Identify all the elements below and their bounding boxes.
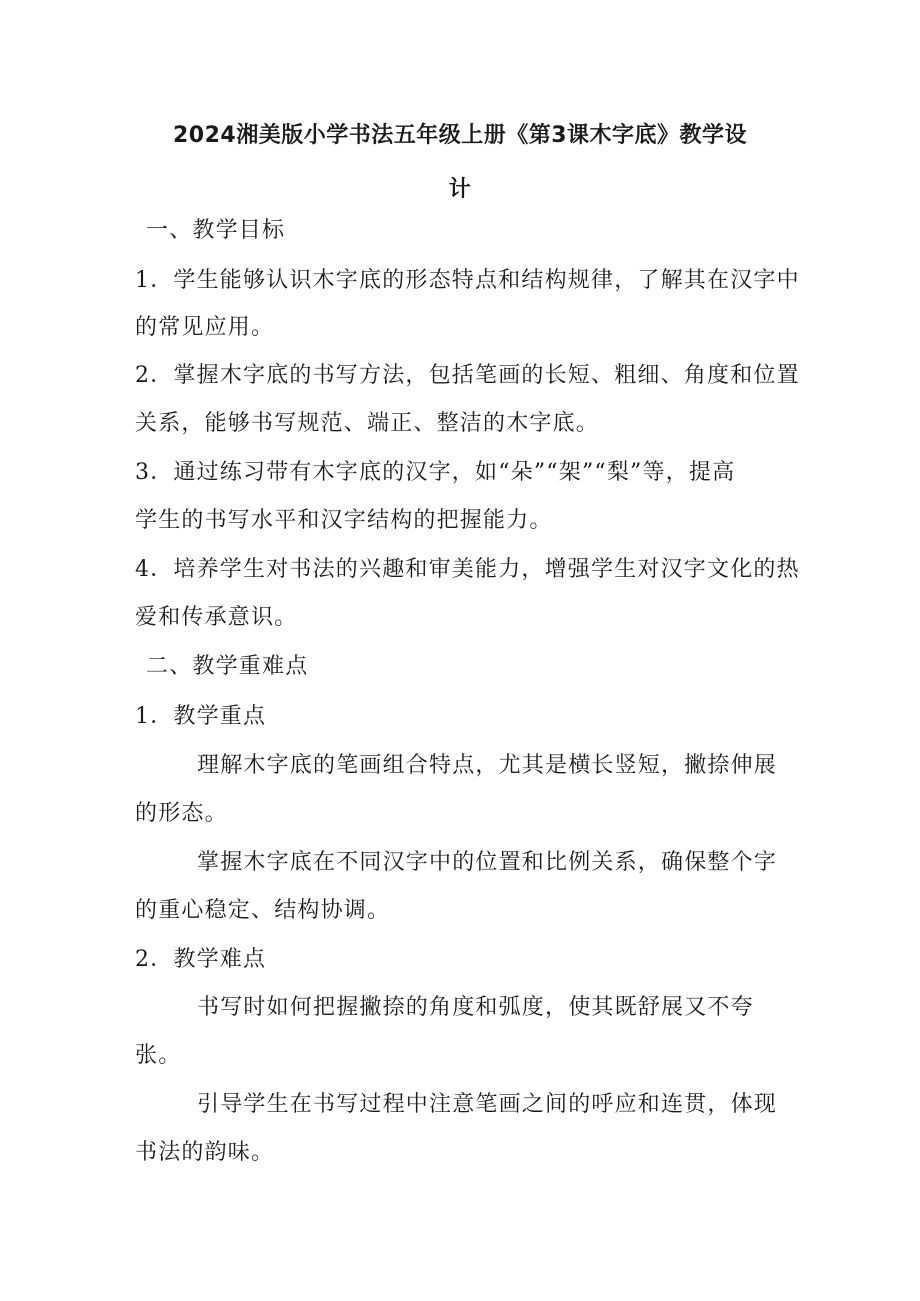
objective-2-line-1: 2．掌握木字底的书写方法，包括笔画的长短、粗细、角度和位置 (135, 363, 800, 388)
section-heading-key-points: 二、教学重难点 (146, 654, 309, 679)
difficulty-paragraph-1-line-2: 张。 (135, 1043, 182, 1068)
objective-1-line-2: 的常见应用。 (135, 315, 275, 340)
objective-1-line-1: 1．学生能够认识木字底的形态特点和结构规律，了解其在汉字中 (135, 268, 800, 293)
subheading-teaching-difficulty: 2．教学难点 (135, 947, 267, 972)
section-heading-objectives: 一、教学目标 (146, 218, 286, 243)
difficulty-paragraph-2-line-2: 书法的韵味。 (135, 1140, 275, 1165)
focus-paragraph-1-line-2: 的形态。 (135, 801, 228, 826)
focus-paragraph-2-line-1: 掌握木字底在不同汉字中的位置和比例关系，确保整个字 (197, 850, 778, 875)
objective-4-line-2: 爱和传承意识。 (135, 605, 298, 630)
objective-3-line-2: 学生的书写水平和汉字结构的把握能力。 (135, 508, 553, 533)
document-title-line-1: 2024湘美版小学书法五年级上册《第3课木字底》教学设 (172, 123, 748, 148)
document-title-line-2: 计 (448, 177, 472, 202)
objective-4-line-1: 4．培养学生对书法的兴趣和审美能力，增强学生对汉字文化的热 (135, 557, 800, 582)
focus-paragraph-1-line-1: 理解木字底的笔画组合特点，尤其是横长竖短，撇捺伸展 (197, 753, 778, 778)
difficulty-paragraph-1-line-1: 书写时如何把握撇捺的角度和弧度，使其既舒展又不夸 (197, 995, 754, 1020)
objective-2-line-2: 关系，能够书写规范、端正、整洁的木字底。 (135, 411, 600, 436)
difficulty-paragraph-2-line-1: 引导学生在书写过程中注意笔画之间的呼应和连贯，体现 (197, 1092, 778, 1117)
subheading-teaching-focus: 1．教学重点 (135, 704, 267, 729)
focus-paragraph-2-line-2: 的重心稳定、结构协调。 (135, 898, 391, 923)
objective-3-line-1: 3．通过练习带有木字底的汉字，如“朵”“架”“梨”等，提高 (135, 460, 736, 485)
